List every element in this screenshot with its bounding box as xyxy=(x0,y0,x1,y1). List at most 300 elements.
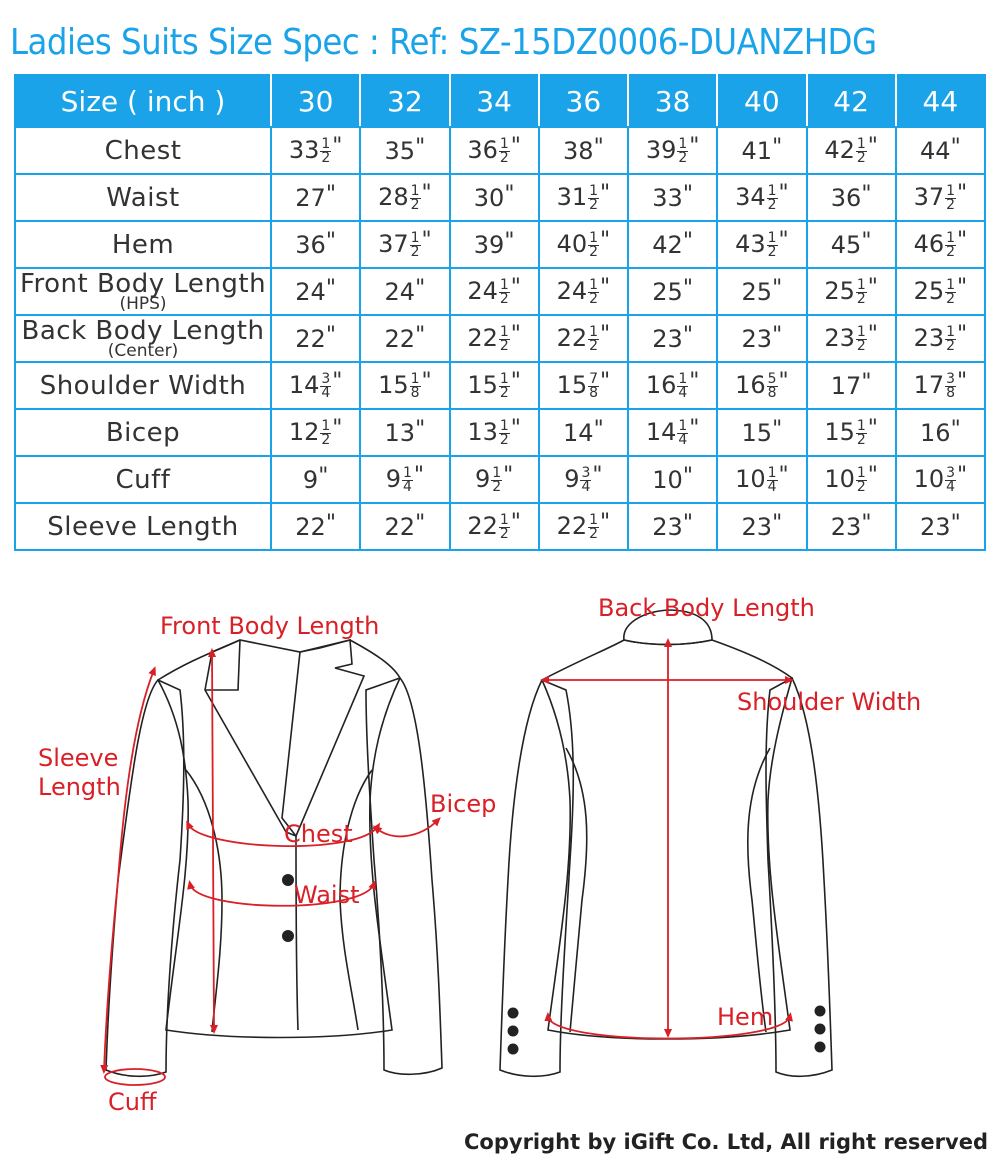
fraction-numerator: 1 xyxy=(410,229,420,246)
inch-mark: " xyxy=(689,369,700,395)
inch-mark: " xyxy=(325,510,336,536)
inch-mark: " xyxy=(600,369,611,395)
fraction-denominator: 8 xyxy=(410,384,420,401)
inch-mark: " xyxy=(861,181,872,207)
cuff-label: Cuff xyxy=(108,1088,157,1116)
size-value-cell xyxy=(360,268,449,315)
inch-mark: " xyxy=(772,322,783,348)
fraction-numerator: 1 xyxy=(402,464,412,481)
value-fraction xyxy=(320,135,331,166)
value-fraction xyxy=(588,276,599,307)
size-value-cell xyxy=(628,221,717,268)
fraction-denominator: 2 xyxy=(856,337,866,354)
fraction-denominator: 2 xyxy=(767,196,777,213)
value-whole: 28 xyxy=(378,183,409,212)
inch-mark: " xyxy=(957,463,968,489)
fraction-numerator: 3 xyxy=(946,464,956,481)
inch-mark: " xyxy=(593,416,604,442)
fraction-numerator: 1 xyxy=(589,276,599,293)
value-whole: 34 xyxy=(735,183,766,212)
value-whole: 24 xyxy=(295,277,326,306)
fraction-denominator: 4 xyxy=(946,478,956,495)
value-whole: 41 xyxy=(741,136,773,165)
fraction-denominator: 8 xyxy=(589,384,599,401)
size-value-cell xyxy=(896,268,985,315)
value-whole: 37 xyxy=(378,230,409,259)
value-fraction xyxy=(499,370,510,401)
fraction-numerator: 1 xyxy=(499,511,509,528)
value-fraction xyxy=(767,229,778,260)
fraction-denominator: 2 xyxy=(678,149,688,166)
row-label-cell xyxy=(15,127,271,174)
value-whole: 13 xyxy=(384,418,416,447)
fraction-denominator: 2 xyxy=(589,243,599,260)
inch-mark: " xyxy=(593,134,604,160)
size-value-cell xyxy=(271,409,360,456)
inch-mark: " xyxy=(510,416,521,442)
size-value-cell xyxy=(539,362,628,409)
value-fraction xyxy=(856,323,867,354)
fraction-denominator: 4 xyxy=(402,478,412,495)
value-whole: 9 xyxy=(564,465,580,494)
inch-mark: " xyxy=(772,275,783,301)
size-value-cell xyxy=(360,503,449,550)
fraction-numerator: 3 xyxy=(946,370,956,387)
value-whole: 24 xyxy=(467,277,498,306)
value-fraction xyxy=(499,417,510,448)
size-value-cell xyxy=(360,221,449,268)
value-fraction xyxy=(945,229,956,260)
value-whole: 33 xyxy=(652,183,683,212)
size-value-cell xyxy=(271,174,360,221)
fraction-denominator: 2 xyxy=(589,525,599,542)
size-value-cell xyxy=(807,127,896,174)
fraction-numerator: 1 xyxy=(767,182,777,199)
size-value-cell xyxy=(628,315,717,362)
inch-mark: " xyxy=(861,369,872,395)
fraction-numerator: 1 xyxy=(856,276,866,293)
value-whole: 23 xyxy=(741,512,773,541)
size-value-cell xyxy=(360,362,449,409)
size-value-cell xyxy=(539,409,628,456)
back-body-length-label: Back Body Length xyxy=(598,594,815,622)
size-value-cell xyxy=(896,362,985,409)
value-whole: 22 xyxy=(556,324,588,353)
inch-mark: " xyxy=(325,228,336,254)
size-value-cell xyxy=(450,503,539,550)
value-whole: 14 xyxy=(563,418,594,447)
value-whole: 25 xyxy=(652,277,683,306)
fraction-denominator: 2 xyxy=(856,290,866,307)
size-value-cell xyxy=(360,456,449,503)
value-fraction xyxy=(320,370,331,401)
table-row xyxy=(15,174,985,221)
value-fraction xyxy=(410,229,421,260)
sleeve-button-icon xyxy=(815,1042,826,1053)
inch-mark: " xyxy=(689,416,700,442)
header-size: 44 xyxy=(896,75,985,127)
chest-label: Chest xyxy=(284,820,353,848)
fraction-denominator: 2 xyxy=(589,196,599,213)
fraction-denominator: 2 xyxy=(499,149,509,166)
value-whole: 30 xyxy=(473,183,505,212)
inch-mark: " xyxy=(332,416,343,442)
row-label-cell xyxy=(15,456,271,503)
size-value-cell xyxy=(896,174,985,221)
inch-mark: " xyxy=(332,369,343,395)
fraction-denominator: 2 xyxy=(321,431,331,448)
fraction-denominator: 4 xyxy=(678,431,688,448)
header-size: 32 xyxy=(360,75,449,127)
hem-label: Hem xyxy=(717,1003,774,1031)
value-fraction xyxy=(677,135,688,166)
value-fraction xyxy=(588,511,599,542)
value-fraction xyxy=(499,276,510,307)
fraction-numerator: 7 xyxy=(589,370,599,387)
fraction-numerator: 1 xyxy=(946,323,956,340)
value-whole: 25 xyxy=(824,277,855,306)
fraction-numerator: 1 xyxy=(678,370,688,387)
value-whole: 44 xyxy=(920,136,951,165)
value-whole: 10 xyxy=(652,465,683,494)
page-title: Ladies Suits Size Spec : Ref: SZ-15DZ0006-DUANZHDG xyxy=(10,22,877,63)
value-fraction xyxy=(491,464,502,495)
value-whole: 27 xyxy=(295,183,326,212)
size-value-cell xyxy=(896,315,985,362)
inch-mark: " xyxy=(861,228,872,254)
fraction-numerator: 3 xyxy=(581,464,591,481)
table-row xyxy=(15,268,985,315)
table-row xyxy=(15,503,985,550)
value-whole: 14 xyxy=(645,418,677,447)
fraction-denominator: 2 xyxy=(321,149,331,166)
value-fraction xyxy=(320,417,331,448)
table-row xyxy=(15,127,985,174)
value-fraction xyxy=(945,370,956,401)
value-fraction xyxy=(856,276,867,307)
value-whole: 36 xyxy=(467,136,498,165)
row-label: Waist xyxy=(106,182,180,213)
inch-mark: " xyxy=(413,463,425,489)
size-value-cell xyxy=(717,174,806,221)
fraction-numerator: 1 xyxy=(946,182,956,199)
inch-mark: " xyxy=(318,463,329,489)
value-whole: 35 xyxy=(384,136,416,165)
value-whole: 15 xyxy=(467,371,498,400)
inch-mark: " xyxy=(950,134,961,160)
row-label: Hem xyxy=(111,229,175,260)
fraction-denominator: 2 xyxy=(767,243,777,260)
waist-label: Waist xyxy=(294,881,360,909)
inch-mark: " xyxy=(600,510,611,536)
size-value-cell xyxy=(717,362,806,409)
size-value-cell xyxy=(450,221,539,268)
size-value-cell xyxy=(271,221,360,268)
inch-mark: " xyxy=(867,275,878,301)
inch-mark: " xyxy=(510,369,521,395)
size-value-cell xyxy=(807,174,896,221)
size-value-cell xyxy=(271,268,360,315)
size-value-cell xyxy=(628,503,717,550)
sleeve-button-icon xyxy=(508,1044,519,1055)
value-fraction xyxy=(767,464,778,495)
value-whole: 22 xyxy=(295,512,326,541)
size-value-cell xyxy=(896,409,985,456)
size-value-cell xyxy=(896,456,985,503)
value-fraction xyxy=(677,417,688,448)
value-whole: 22 xyxy=(384,324,416,353)
inch-mark: " xyxy=(682,463,693,489)
size-value-cell xyxy=(360,315,449,362)
size-value-cell xyxy=(717,456,806,503)
fraction-denominator: 2 xyxy=(856,149,866,166)
value-whole: 10 xyxy=(735,465,766,494)
fraction-denominator: 2 xyxy=(856,431,866,448)
value-fraction xyxy=(588,182,599,213)
sleeve-length-label: Sleeve xyxy=(38,744,119,772)
inch-mark: " xyxy=(957,181,968,207)
fraction-numerator: 1 xyxy=(767,464,777,481)
inch-mark: " xyxy=(957,275,968,301)
value-whole: 45 xyxy=(830,230,862,259)
fraction-numerator: 1 xyxy=(678,135,688,152)
size-value-cell xyxy=(271,456,360,503)
size-value-cell xyxy=(450,362,539,409)
value-whole: 43 xyxy=(735,230,766,259)
value-whole: 36 xyxy=(830,183,862,212)
fraction-denominator: 2 xyxy=(499,337,509,354)
value-fraction xyxy=(856,464,867,495)
table-row xyxy=(15,362,985,409)
value-whole: 33 xyxy=(288,136,320,165)
fraction-numerator: 1 xyxy=(321,417,331,434)
size-value-cell xyxy=(807,362,896,409)
front-body-length-label: Front Body Length xyxy=(160,612,380,640)
size-value-cell xyxy=(539,268,628,315)
table-row xyxy=(15,315,985,362)
size-value-cell xyxy=(628,409,717,456)
value-whole: 24 xyxy=(384,277,416,306)
inch-mark: " xyxy=(778,181,789,207)
value-fraction xyxy=(767,182,778,213)
value-fraction xyxy=(856,135,867,166)
fraction-numerator: 1 xyxy=(856,417,866,434)
header-size: 36 xyxy=(539,75,628,127)
value-fraction xyxy=(945,323,956,354)
value-whole: 36 xyxy=(295,230,326,259)
inch-mark: " xyxy=(415,416,426,442)
size-value-cell xyxy=(271,315,360,362)
fraction-denominator: 2 xyxy=(856,478,866,495)
value-whole: 42 xyxy=(652,230,683,259)
size-value-cell xyxy=(896,221,985,268)
value-whole: 17 xyxy=(830,371,862,400)
row-label-cell xyxy=(15,315,271,362)
value-whole: 23 xyxy=(741,324,773,353)
value-whole: 39 xyxy=(645,136,677,165)
size-value-cell xyxy=(807,503,896,550)
fraction-numerator: 1 xyxy=(589,511,599,528)
value-whole: 42 xyxy=(824,136,855,165)
header-size: 34 xyxy=(450,75,539,127)
row-label-cell xyxy=(15,409,271,456)
size-value-cell xyxy=(717,315,806,362)
table-row xyxy=(15,409,985,456)
sleeve-button-icon xyxy=(815,1024,826,1035)
value-whole: 40 xyxy=(556,230,588,259)
fraction-numerator: 1 xyxy=(499,417,509,434)
inch-mark: " xyxy=(415,322,426,348)
inch-mark: " xyxy=(415,134,426,160)
jacket-diagram xyxy=(0,560,1000,1130)
header-size: 42 xyxy=(807,75,896,127)
fraction-numerator: 1 xyxy=(492,464,502,481)
value-fraction xyxy=(767,370,778,401)
row-label: Back Body Length xyxy=(21,315,265,346)
row-label: Bicep xyxy=(105,417,181,448)
value-whole: 23 xyxy=(652,512,683,541)
size-value-cell xyxy=(717,221,806,268)
table-row xyxy=(15,221,985,268)
inch-mark: " xyxy=(682,228,693,254)
sleeve-button-icon xyxy=(508,1008,519,1019)
fraction-numerator: 1 xyxy=(499,135,509,152)
size-value-cell xyxy=(896,127,985,174)
value-fraction xyxy=(945,276,956,307)
value-fraction xyxy=(588,370,599,401)
fraction-numerator: 1 xyxy=(499,370,509,387)
inch-mark: " xyxy=(600,181,611,207)
value-whole: 10 xyxy=(913,465,945,494)
value-whole: 15 xyxy=(378,371,409,400)
bicep-label: Bicep xyxy=(430,790,497,818)
inch-mark: " xyxy=(600,322,611,348)
size-value-cell xyxy=(271,362,360,409)
fraction-denominator: 2 xyxy=(589,337,599,354)
fraction-denominator: 2 xyxy=(946,243,956,260)
size-value-cell xyxy=(271,503,360,550)
inch-mark: " xyxy=(957,369,968,395)
fraction-numerator: 1 xyxy=(410,370,420,387)
value-whole: 13 xyxy=(467,418,498,447)
value-fraction xyxy=(677,370,688,401)
value-fraction xyxy=(410,182,421,213)
value-whole: 37 xyxy=(913,183,945,212)
value-whole: 22 xyxy=(556,512,588,541)
size-value-cell xyxy=(450,268,539,315)
fraction-numerator: 3 xyxy=(321,370,331,387)
header-size-label: Size ( inch ) xyxy=(15,75,271,127)
fraction-denominator: 2 xyxy=(499,431,509,448)
value-whole: 46 xyxy=(913,230,945,259)
value-whole: 23 xyxy=(830,512,862,541)
size-value-cell xyxy=(539,174,628,221)
value-fraction xyxy=(410,370,421,401)
value-whole: 31 xyxy=(556,183,588,212)
fraction-denominator: 4 xyxy=(767,478,777,495)
fraction-denominator: 2 xyxy=(589,290,599,307)
header-size: 30 xyxy=(271,75,360,127)
inch-mark: " xyxy=(510,322,521,348)
inch-mark: " xyxy=(504,181,515,207)
fraction-numerator: 1 xyxy=(589,182,599,199)
inch-mark: " xyxy=(778,228,789,254)
value-whole: 25 xyxy=(913,277,945,306)
row-label: Chest xyxy=(104,135,182,166)
row-label-cell xyxy=(15,174,271,221)
inch-mark: " xyxy=(682,322,693,348)
value-whole: 14 xyxy=(288,371,320,400)
inch-mark: " xyxy=(592,463,603,489)
inch-mark: " xyxy=(867,134,878,160)
value-whole: 16 xyxy=(920,418,951,447)
front-jacket-outline xyxy=(106,640,442,1076)
size-value-cell xyxy=(450,315,539,362)
inch-mark: " xyxy=(682,181,693,207)
fraction-numerator: 1 xyxy=(856,323,866,340)
inch-mark: " xyxy=(772,134,783,160)
inch-mark: " xyxy=(950,416,961,442)
inch-mark: " xyxy=(325,275,336,301)
fraction-numerator: 1 xyxy=(767,229,777,246)
inch-mark: " xyxy=(682,510,693,536)
row-label: Cuff xyxy=(115,464,171,495)
inch-mark: " xyxy=(867,416,878,442)
row-sublabel: (Center) xyxy=(107,340,179,361)
value-whole: 23 xyxy=(824,324,855,353)
value-whole: 22 xyxy=(467,324,498,353)
fraction-numerator: 1 xyxy=(499,276,509,293)
header-size: 40 xyxy=(717,75,806,127)
value-whole: 39 xyxy=(473,230,505,259)
value-fraction xyxy=(945,182,956,213)
size-value-cell xyxy=(539,315,628,362)
inch-mark: " xyxy=(325,181,336,207)
fraction-denominator: 2 xyxy=(499,384,509,401)
size-value-cell xyxy=(717,268,806,315)
value-whole: 9 xyxy=(385,465,401,494)
fraction-denominator: 8 xyxy=(767,384,777,401)
fraction-numerator: 1 xyxy=(856,135,866,152)
value-whole: 15 xyxy=(824,418,855,447)
size-value-cell xyxy=(807,315,896,362)
size-value-cell xyxy=(539,127,628,174)
size-value-cell xyxy=(896,503,985,550)
fraction-denominator: 4 xyxy=(581,478,591,495)
inch-mark: " xyxy=(867,322,878,348)
size-value-cell xyxy=(717,409,806,456)
value-fraction xyxy=(580,464,591,495)
inch-mark: " xyxy=(421,369,432,395)
size-value-cell xyxy=(360,174,449,221)
value-fraction xyxy=(856,417,867,448)
value-fraction xyxy=(588,323,599,354)
inch-mark: " xyxy=(421,181,432,207)
size-value-cell xyxy=(539,221,628,268)
inch-mark: " xyxy=(778,369,789,395)
inch-mark: " xyxy=(861,510,872,536)
value-whole: 24 xyxy=(556,277,588,306)
inch-mark: " xyxy=(325,322,336,348)
front-measure-lines xyxy=(104,652,438,1085)
row-label-cell xyxy=(15,362,271,409)
sleeve-button-icon xyxy=(508,1026,519,1037)
size-spec-table xyxy=(14,74,986,551)
fraction-numerator: 1 xyxy=(856,464,866,481)
size-value-cell xyxy=(539,456,628,503)
row-label: Shoulder Width xyxy=(39,370,247,401)
value-whole: 23 xyxy=(913,324,945,353)
